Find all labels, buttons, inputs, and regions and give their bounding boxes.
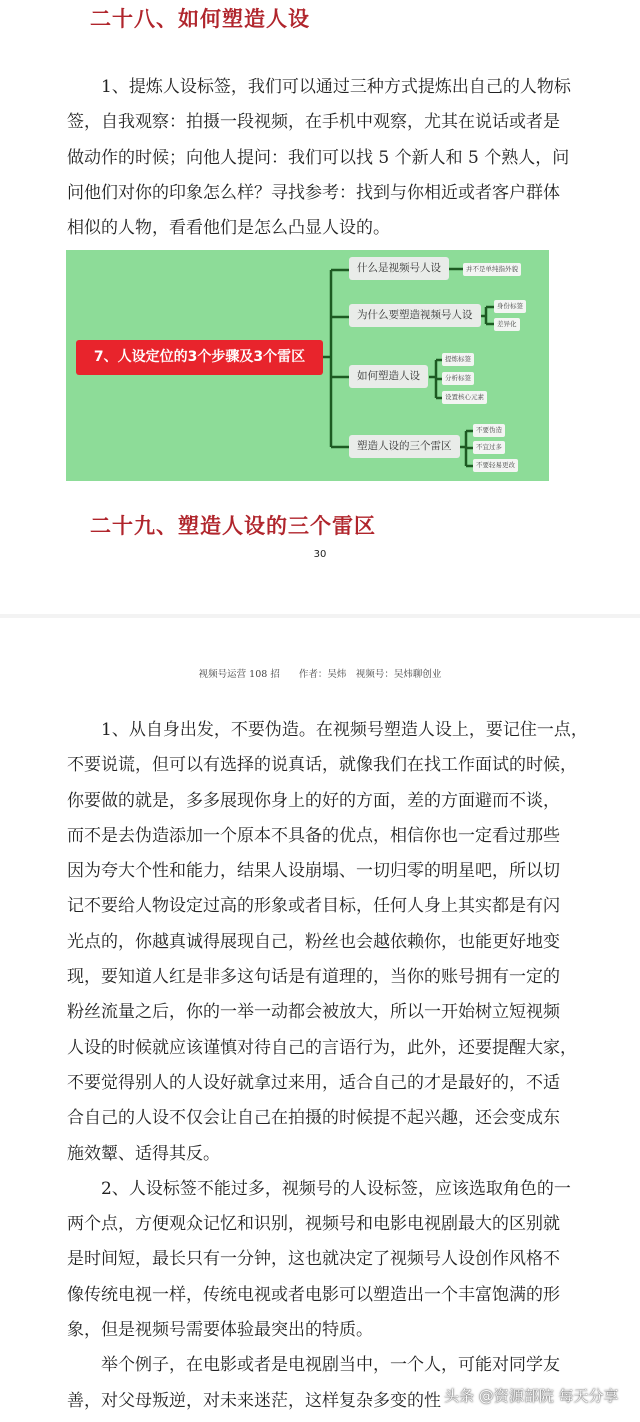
- text-line: 合自己的人设不仅会让自己在拍摄的时候提不起兴趣，还会变成东: [67, 1108, 560, 1129]
- text-line: 而不是去伪造添加一个原本不具备的优点，相信你也一定看过那些: [67, 825, 560, 846]
- text-line: 问他们对你的印象怎么样？寻找参考：找到与你相近或者客户群体: [67, 182, 560, 203]
- section-heading-28: 二十八、如何塑造人设: [90, 7, 310, 31]
- text-line: 1、从自身出发，不要伪造。在视频号塑造人设上，要记住一点，: [101, 720, 588, 740]
- mindmap-leaf-node: 不要伪造: [473, 424, 505, 437]
- mindmap-branch-node: 什么是视频号人设: [349, 257, 449, 280]
- text-line: 相似的人物，看看他们是怎么凸显人设的。: [67, 218, 390, 239]
- mindmap-root-node: 7、人设定位的3个步骤及3个雷区: [76, 340, 323, 375]
- text-line: 粉丝流量之后，你的一举一动都会被放大，所以一开始树立短视频: [67, 1002, 560, 1023]
- mindmap-leaf-node: 并不是单纯指外貌: [463, 263, 521, 276]
- text-line: 施效颦、适得其反。: [67, 1143, 220, 1164]
- mindmap-branch-node: 如何塑造人设: [349, 365, 428, 388]
- text-line: 你要做的就是，多多展现你身上的好的方面，差的方面避而不谈，: [67, 790, 560, 811]
- text-line: 现，要知道人红是非多这句话是有道理的，当你的账号拥有一定的: [67, 967, 560, 988]
- page-number: 30: [313, 549, 327, 560]
- watermark: 头条 @资源部院 每天分享: [444, 1387, 619, 1405]
- mindmap-leaf-node: 分析标签: [442, 372, 474, 385]
- mindmap-branch-node: 塑造人设的三个雷区: [349, 435, 460, 458]
- text-line: 像传统电视一样，传统电视或者电影可以塑造出一个丰富饱满的形: [67, 1284, 560, 1305]
- text-line: 签，自我观察：拍摄一段视频，在手机中观察，尤其在说话或者是: [67, 112, 560, 133]
- mindmap-image: [66, 250, 549, 481]
- paragraph-1: [67, 713, 588, 1419]
- mindmap-leaf-node: 不要轻易更改: [473, 459, 518, 472]
- page-divider: [0, 614, 640, 618]
- text-line: 不要说谎，但可以有选择的说真话，就像我们在找工作面试的时候，: [67, 755, 577, 776]
- text-line: 不要觉得别人的人设好就拿过来用，适合自己的才是最好的，不适: [67, 1072, 560, 1093]
- text-line: 善，对父母叛逆，对未来迷茫，这样复杂多变的性: [67, 1390, 441, 1411]
- mindmap-leaf-node: 身份标签: [494, 300, 526, 313]
- running-header: 视频号运营 108 招 作者：吴炜 视频号：吴炜聊创业: [198, 669, 442, 680]
- text-line: 象，但是视频号需要体验最突出的特质。: [67, 1320, 373, 1341]
- text-line: 两个点，方便观众记忆和识别，视频号和电影电视剧最大的区别就: [67, 1214, 560, 1235]
- text-line: 是时间短，最长只有一分钟，这也就决定了视频号人设创作风格不: [67, 1249, 560, 1270]
- text-line: 光点的，你越真诚得展现自己，粉丝也会越依赖你，也能更好地变: [67, 931, 560, 952]
- section-heading-29: 二十九、塑造人设的三个雷区: [90, 514, 376, 538]
- mindmap-branch-node: 为什么要塑造视频号人设: [349, 304, 481, 327]
- mindmap-leaf-node: 不宜过多: [473, 441, 505, 454]
- text-line: 记不要给人物设定过高的形象或者目标，任何人身上其实都是有闪: [67, 896, 560, 917]
- text-line: 做动作的时候；向他人提问：我们可以找 5 个新人和 5 个熟人，问: [67, 147, 570, 168]
- mindmap-leaf-node: 设置核心元素: [442, 391, 487, 404]
- paragraph-extract-tags: [67, 70, 571, 246]
- text-line: 举个例子，在电影或者是电视剧当中，一个人，可能对同学友: [101, 1355, 560, 1376]
- text-line: 人设的时候就应该谨慎对待自己的言语行为，此外，还要提醒大家，: [67, 1037, 577, 1058]
- text-line: 因为夸大个性和能力，结果人设崩塌、一切归零的明星吧，所以切: [67, 861, 560, 882]
- text-line: 1、提炼人设标签，我们可以通过三种方式提炼出自己的人物标: [101, 77, 571, 97]
- text-line: 2、人设标签不能过多，视频号的人设标签，应该选取角色的一: [101, 1178, 571, 1199]
- mindmap-leaf-node: 差异化: [494, 318, 520, 331]
- mindmap-leaf-node: 提炼标签: [442, 353, 474, 366]
